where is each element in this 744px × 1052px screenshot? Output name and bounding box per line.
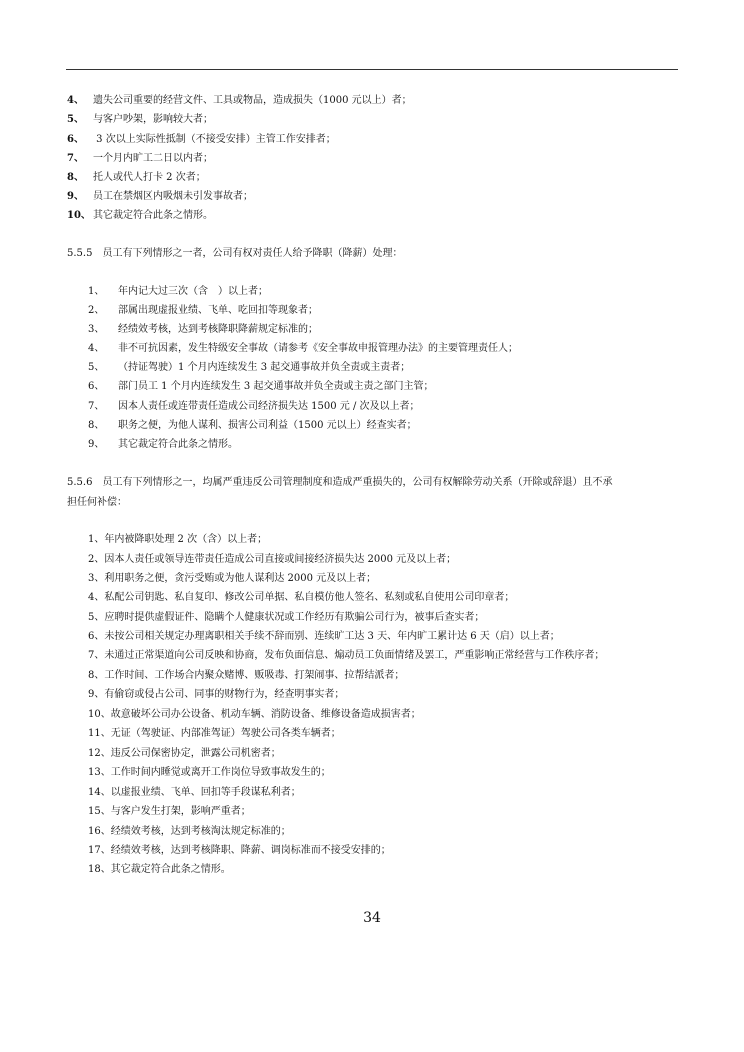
list-item: 18、其它裁定符合此条之情形。 — [88, 864, 231, 875]
item-number: 7、 — [88, 401, 105, 412]
list-item: 15、与客户发生打架，影响严重者； — [88, 806, 251, 817]
list-item: 6、未按公司相关规定办理离职相关手续不辞而别、连续旷工达 3 天、年内旷工累计达 6 天（启）以上者； — [88, 631, 560, 642]
item-number: 4、 — [67, 95, 84, 106]
list-item: 3、利用职务之便，贪污受贿或为他人谋利达 2000 元及以上者； — [88, 573, 377, 584]
list-item — [88, 342, 518, 356]
list-item: 5、应聘时提供虚假证件、隐瞒个人健康状况或工作经历有欺骗公司行为，被事后查实者； — [88, 612, 485, 623]
item-number: 3、 — [88, 324, 105, 335]
item-number: 5、 — [67, 114, 84, 125]
item-number: 9、 — [88, 439, 105, 450]
list-item — [67, 133, 336, 147]
list-item: 16、经绩效考核，达到考核淘汰规定标准的； — [88, 826, 291, 837]
list-item: 2、因本人责任或领导连带责任造成公司直接或间接经济损失达 2000 元及以上者； — [88, 554, 457, 565]
list-item — [88, 304, 318, 318]
list-item — [88, 380, 433, 394]
section-heading-555: 5.5.5 员工有下列情形之一者，公司有权对责任人给予降职（降薪）处理： — [67, 248, 403, 259]
item-number: 6、 — [67, 134, 84, 145]
list-item: 12、违反公司保密协定，泄露公司机密者； — [88, 748, 281, 759]
item-number: 4、 — [88, 343, 105, 354]
item-number: 2、 — [88, 305, 105, 316]
item-number: 1、 — [88, 286, 105, 297]
item-number: 10、 — [67, 210, 91, 221]
list-item — [67, 209, 213, 223]
item-number: 6、 — [88, 381, 105, 392]
list-item — [67, 190, 253, 204]
list-item — [88, 285, 268, 299]
item-text: 托人或代人打卡 2 次者； — [93, 172, 206, 183]
item-text: 部门员工 1 个月内连续发生 3 起交通事故并负全责或主责之部门主管； — [118, 381, 434, 392]
list-item: 1、年内被降职处理 2 次（含）以上者； — [88, 534, 268, 545]
item-text: 其它裁定符合此条之情形。 — [118, 439, 238, 450]
item-text: 一个月内旷工二日以内者； — [93, 153, 213, 164]
item-number: 9、 — [67, 191, 84, 202]
section-heading-556: 5.5.6 员工有下列情形之一，均属严重违反公司管理制度和造成严重损失的，公司有权解除劳动关系（开除或辞退）且不承 — [67, 477, 613, 488]
list-item: 13、工作时间内睡觉或离开工作岗位导致事故发生的； — [88, 767, 331, 778]
list-item: 7、未通过正常渠道向公司反映和协商，发布负面信息、煽动员工负面情绪及罢工，严重影响正常经营与工作秩序者； — [88, 650, 605, 661]
item-text: 部属出现虚报业绩、飞单、吃回扣等现象者； — [118, 305, 318, 316]
list-item: 17、经绩效考核，达到考核降职、降薪、调岗标准而不接受安排的； — [88, 845, 391, 856]
list-item: 11、无证（驾驶证、内部准驾证）驾驶公司各类车辆者； — [88, 728, 341, 739]
item-text: 3 次以上实际性抵制（不接受安排）主管工作安排者； — [93, 134, 336, 145]
item-text: 非不可抗因素，发生特级安全事故（请参考《安全事故申报管理办法》的主要管理责任人； — [118, 343, 518, 354]
list-item — [67, 152, 213, 166]
list-item: 4、私配公司钥匙、私自复印、修改公司单据、私自模仿他人签名、私刻或私自使用公司印章者； — [88, 592, 515, 603]
item-number: 5、 — [88, 362, 105, 373]
list-item — [88, 323, 318, 337]
list-item: 8、工作时间、工作场合内聚众赌博、贩吸毒、打架闹事、拉帮结派者； — [88, 670, 405, 681]
list-item: 9、有偷窃或侵占公司、同事的财物行为，经查明事实者； — [88, 689, 345, 700]
header-rule — [66, 69, 678, 70]
list-item — [67, 94, 412, 108]
list-item — [67, 113, 213, 127]
item-number: 7、 — [67, 153, 84, 164]
section-heading-556-cont: 担任何补偿： — [67, 497, 127, 508]
item-text: 其它裁定符合此条之情形。 — [93, 210, 213, 221]
list-item — [88, 419, 417, 433]
list-item — [88, 438, 238, 452]
list-item: 14、以虚报业绩、飞单、回扣等手段谋私利者； — [88, 787, 301, 798]
item-number: 8、 — [88, 420, 105, 431]
item-text: 与客户吵架，影响较大者； — [93, 114, 213, 125]
item-text: 因本人责任或连带责任造成公司经济损失达 1500 元 / 次及以上者； — [118, 401, 420, 412]
list-item: 10、故意破坏公司办公设备、机动车辆、消防设备、维修设备造成损害者； — [88, 709, 421, 720]
item-text: 经绩效考核，达到考核降职降薪规定标准的； — [118, 324, 318, 335]
item-number: 8、 — [67, 172, 84, 183]
item-text: 年内记大过三次（含 ）以上者； — [118, 286, 268, 297]
list-item — [67, 171, 206, 185]
list-item — [88, 400, 420, 414]
item-text: 遗失公司重要的经营文件、工具或物品，造成损失（1000 元以上）者； — [93, 95, 412, 106]
item-text: 员工在禁烟区内吸烟未引发事故者； — [93, 191, 253, 202]
list-item — [88, 361, 410, 375]
page-number: 34 — [363, 910, 381, 926]
item-text: （持证驾驶）1 个月内连续发生 3 起交通事故并负全责或主责者； — [118, 362, 411, 373]
item-text: 职务之便，为他人谋利、损害公司利益（1500 元以上）经查实者； — [118, 420, 417, 431]
